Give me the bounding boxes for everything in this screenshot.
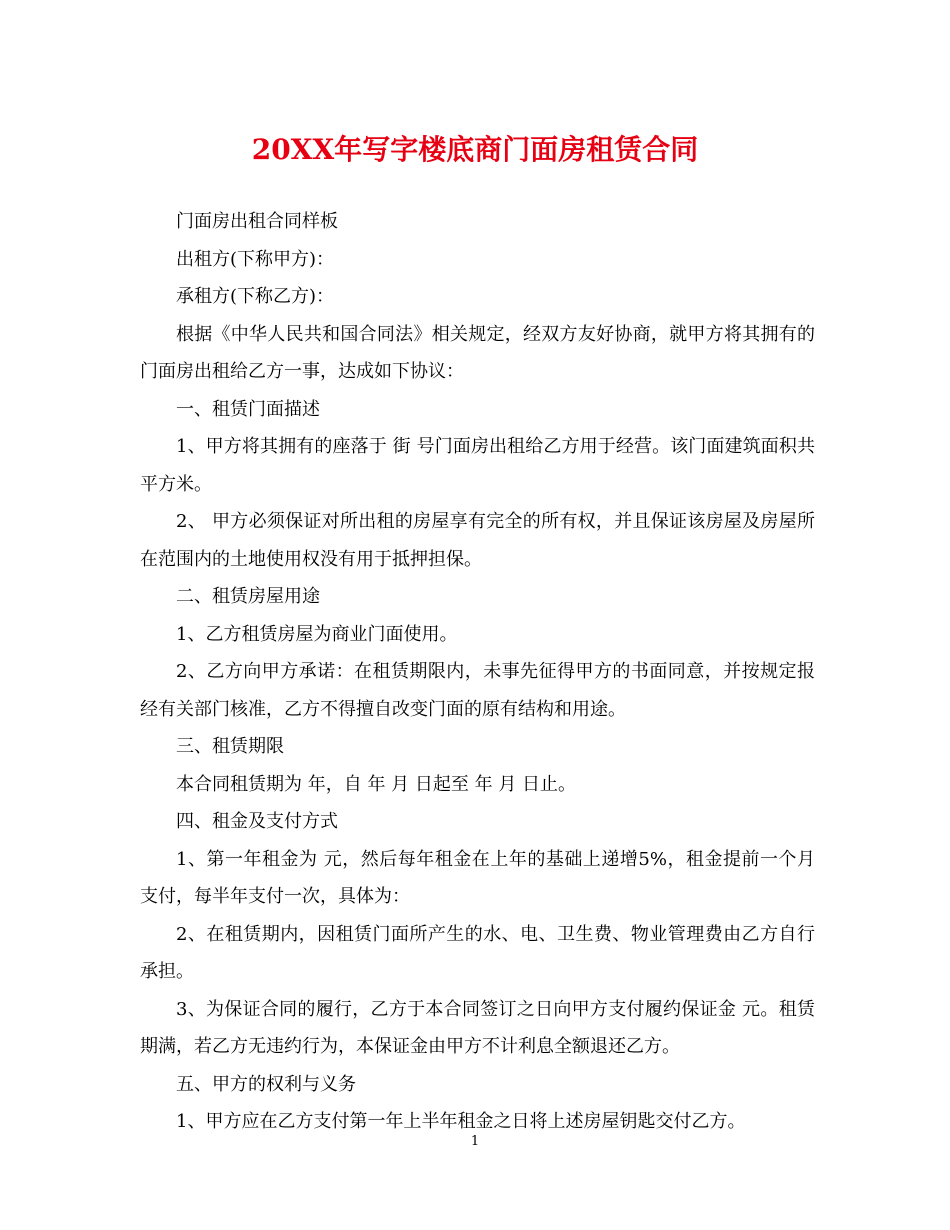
paragraph: 1、第一年租金为 元，然后每年租金在上年的基础上递增5%，租金提前一个月支付，每半年支付一次，具体为： [140,848,815,907]
paragraph: 1、甲方将其拥有的座落于 街 号门面房出租给乙方用于经营。该门面建筑面积共 平方米。 [140,436,815,495]
paragraph: 本合同租赁期为 年，自 年 月 日起至 年 月 日止。 [176,773,577,795]
section-heading: 二、租赁房屋用途 [176,586,320,607]
paragraph: 1、乙方租赁房屋为商业门面使用。 [176,623,458,645]
paragraph: 3、为保证合同的履行，乙方于本合同签订之日向甲方支付履约保证金 元。租赁期满，若乙方无违约行为，本保证金由甲方不计利息全额退还乙方。 [140,998,815,1057]
section-heading: 三、租赁期限 [176,736,284,757]
paragraph: 承租方(下称乙方)： [176,286,335,307]
section-heading: 四、租金及支付方式 [176,811,338,832]
document-title: 20XX年写字楼底商门面房租赁合同 [251,133,699,166]
paragraph: 出租方(下称甲方)： [176,248,335,270]
paragraph: 2、在租赁期内，因租赁门面所产生的水、电、卫生费、物业管理费由乙方自行承担。 [140,923,815,982]
paragraph: 2、乙方向甲方承诺：在租赁期限内，未事先征得甲方的书面同意，并按规定报经有关部门核准，乙方不得擅自改变门面的原有结构和用途。 [140,661,815,720]
section-heading: 一、租赁门面描述 [176,398,320,420]
paragraph: 根据《中华人民共和国合同法》相关规定，经双方友好协商，就甲方将其拥有的门面房出租给乙方一事，达成如下协议： [140,323,815,382]
page-number: 1 [470,1134,480,1149]
document-body [140,203,815,1141]
paragraph: 1、甲方应在乙方支付第一年上半年租金之日将上述房屋钥匙交付乙方。 [176,1111,746,1132]
paragraph: 门面房出租合同样板 [176,211,338,232]
section-heading: 五、甲方的权利与义务 [176,1073,356,1095]
paragraph: 2、 甲方必须保证对所出租的房屋享有完全的所有权，并且保证该房屋及房屋所在范围内的土地使用权没有用于抵押担保。 [140,511,815,570]
